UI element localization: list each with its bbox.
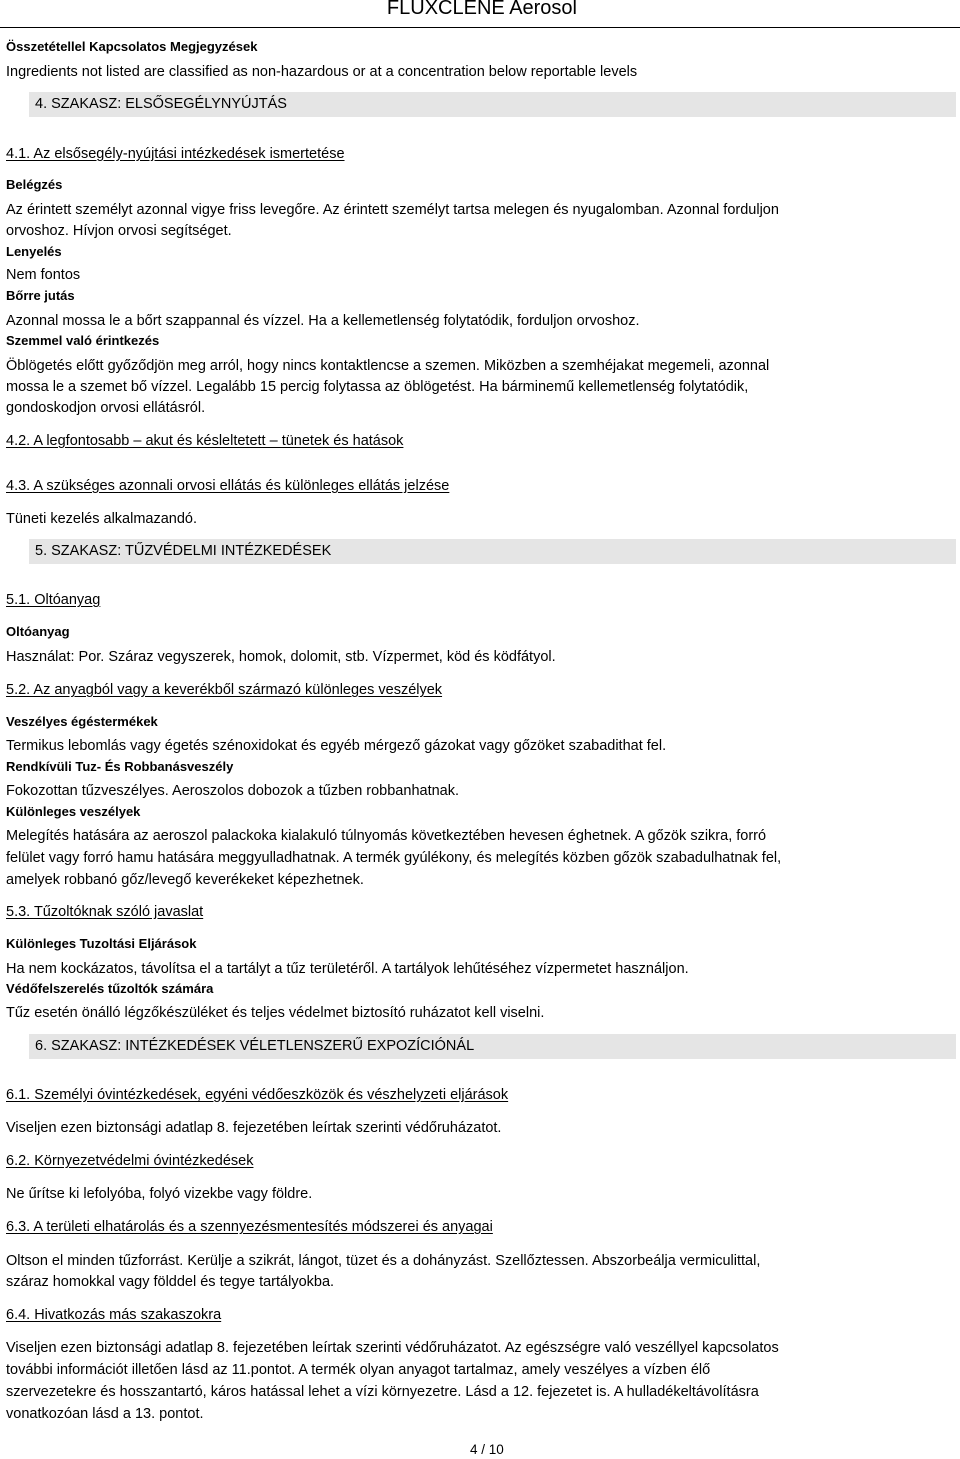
page-number: 4 / 10: [470, 1442, 504, 1457]
protective-equipment-label: Védőfelszerelés tűzoltók számára: [6, 981, 214, 996]
eye-text-2: mossa le a szemet bő vízzel. Legalább 15 percig folytassa az öblögetést. Ha bárminemű kellemetlenség folytatódik,: [6, 379, 749, 395]
subsection-4-1-heading: 4.1. Az elsősegély-nyújtási intézkedések ismertetése: [6, 146, 345, 162]
section-4-title: 4. SZAKASZ: ELSŐSEGÉLYNYÚJTÁS: [35, 96, 287, 112]
subsection-6-2-heading: 6.2. Környezetvédelmi óvintézkedések: [6, 1153, 254, 1169]
subsection-6-2-text: Ne űrítse ki lefolyóba, folyó vizekbe vagy földre.: [6, 1186, 313, 1202]
subsection-6-3-text-2: száraz homokkal vagy földdel és tegye tartályokba.: [6, 1274, 335, 1290]
combustion-label: Veszélyes égéstermékek: [6, 714, 158, 729]
skin-label: Bőrre jutás: [6, 288, 75, 303]
subsection-6-4-text-3: szervezetekre és hosszantartó, káros hatással lehet a vízi környezetre. Lásd a 12. fejezetet is. A hulladékeltávolításra: [6, 1384, 759, 1400]
inhalation-text-2: orvoshoz. Hívjon orvosi segítséget.: [6, 223, 232, 239]
firefighting-procedures-label: Különleges Tuzoltási Eljárások: [6, 936, 197, 951]
header-divider: [0, 27, 960, 28]
subsection-6-3-heading: 6.3. A területi elhatárolás és a szennyezésmentesítés módszerei és anyagai: [6, 1219, 493, 1235]
subsection-5-1-heading: 5.1. Oltóanyag: [6, 592, 101, 608]
subsection-4-3-text: Tüneti kezelés alkalmazandó.: [6, 511, 198, 527]
section-4-bar: [29, 92, 956, 117]
composition-heading: Összetétellel Kapcsolatos Megjegyzések: [6, 39, 258, 54]
special-hazards-text-3: amelyek robbanó gőz/levegő keverékeket képezhetnek.: [6, 872, 364, 888]
subsection-6-4-text-2: további információt illetően lásd az 11.pontot. A termék olyan anyagot tartalmaz, amely veszélyes a vízben élő: [6, 1362, 711, 1378]
ingestion-text: Nem fontos: [6, 267, 81, 283]
firefighting-procedures-text: Ha nem kockázatos, távolítsa el a tartályt a tűz területéről. A tartályok lehűtéséhez vízpermetet használjon.: [6, 961, 689, 977]
composition-text: Ingredients not listed are classified as non-hazardous or at a concentration below reportable levels: [6, 64, 638, 80]
section-5-bar: [29, 539, 956, 564]
eye-text-3: gondoskodjon orvosi ellátásról.: [6, 400, 206, 416]
ingestion-label: Lenyelés: [6, 244, 62, 259]
extinguishing-text: Használat: Por. Száraz vegyszerek, homok, dolomit, stb. Vízpermet, köd és ködfátyol.: [6, 649, 556, 665]
subsection-5-2-heading: 5.2. Az anyagból vagy a keverékből származó különleges veszélyek: [6, 682, 443, 698]
subsection-6-4-text-4: vonatkozóan lásd a 13. pontot.: [6, 1406, 204, 1422]
subsection-4-3-heading: 4.3. A szükséges azonnali orvosi ellátás és különleges ellátás jelzése: [6, 478, 450, 494]
eye-label: Szemmel való érintkezés: [6, 333, 160, 348]
eye-text: Öblögetés előtt győződjön meg arról, hogy nincs kontaktlencse a szemen. Miközben a szemhéjakat megemeli, azonnal: [6, 358, 770, 374]
section-6-title: 6. SZAKASZ: INTÉZKEDÉSEK VÉLETLENSZERŰ EXPOZÍCIÓNÁL: [35, 1038, 475, 1054]
subsection-4-2-heading: 4.2. A legfontosabb – akut és késleltetett – tünetek és hatások: [6, 433, 404, 449]
fire-hazard-label: Rendkívüli Tuz- És Robbanásveszély: [6, 759, 234, 774]
extinguishing-label: Oltóanyag: [6, 624, 70, 639]
protective-equipment-text: Tűz esetén önálló légzőkészüléket és teljes védelmet biztosító ruházatot kell viselni.: [6, 1005, 545, 1021]
fire-hazard-text: Fokozottan tűzveszélyes. Aeroszolos dobozok a tűzben robbanhatnak.: [6, 783, 460, 799]
skin-text: Azonnal mossa le a bőrt szappannal és vízzel. Ha a kellemetlenség folytatódik, forduljon orvoshoz.: [6, 313, 640, 329]
inhalation-label: Belégzés: [6, 177, 63, 192]
special-hazards-text: Melegítés hatására az aeroszol palackoka kialakuló túlnyomás következtében hevesen éghetnek. A gőzök szikra, forró: [6, 828, 767, 844]
section-6-bar: [29, 1034, 956, 1059]
special-hazards-text-2: felület vagy forró hamu hatására meggyulladhatnak. A termék gyúlékony, és melegítés közben gőzök szabadulhatnak fel,: [6, 850, 782, 866]
combustion-text: Termikus lebomlás vagy égetés szénoxidokat és egyéb mérgező gázokat vagy gőzöket szabadithat fel.: [6, 738, 667, 754]
inhalation-text: Az érintett személyt azonnal vigye friss levegőre. Az érintett személyt tartsa melegen és nyugalomban. Azonnal forduljon: [6, 202, 779, 218]
special-hazards-label: Különleges veszélyek: [6, 804, 141, 819]
subsection-6-4-heading: 6.4. Hivatkozás más szakaszokra: [6, 1307, 222, 1323]
subsection-6-1-text: Viseljen ezen biztonsági adatlap 8. fejezetében leírtak szerinti védőruházatot.: [6, 1120, 502, 1136]
subsection-6-4-text: Viseljen ezen biztonsági adatlap 8. fejezetében leírtak szerinti védőruházatot. Az egészségre való veszéllyel kapcsolatos: [6, 1340, 779, 1356]
document-title: FLUXCLENE Aerosol: [386, 0, 577, 19]
subsection-6-3-text: Oltson el minden tűzforrást. Kerülje a szikrát, lángot, tüzet és a dohányzást. Szellőztessen. Abszorbeálja vermiculittal,: [6, 1253, 761, 1269]
subsection-6-1-heading: 6.1. Személyi óvintézkedések, egyéni védőeszközök és vészhelyzeti eljárások: [6, 1087, 509, 1103]
subsection-5-3-heading: 5.3. Tűzoltóknak szóló javaslat: [6, 904, 204, 920]
section-5-title: 5. SZAKASZ: TŰZVÉDELMI INTÉZKEDÉSEK: [35, 543, 332, 559]
